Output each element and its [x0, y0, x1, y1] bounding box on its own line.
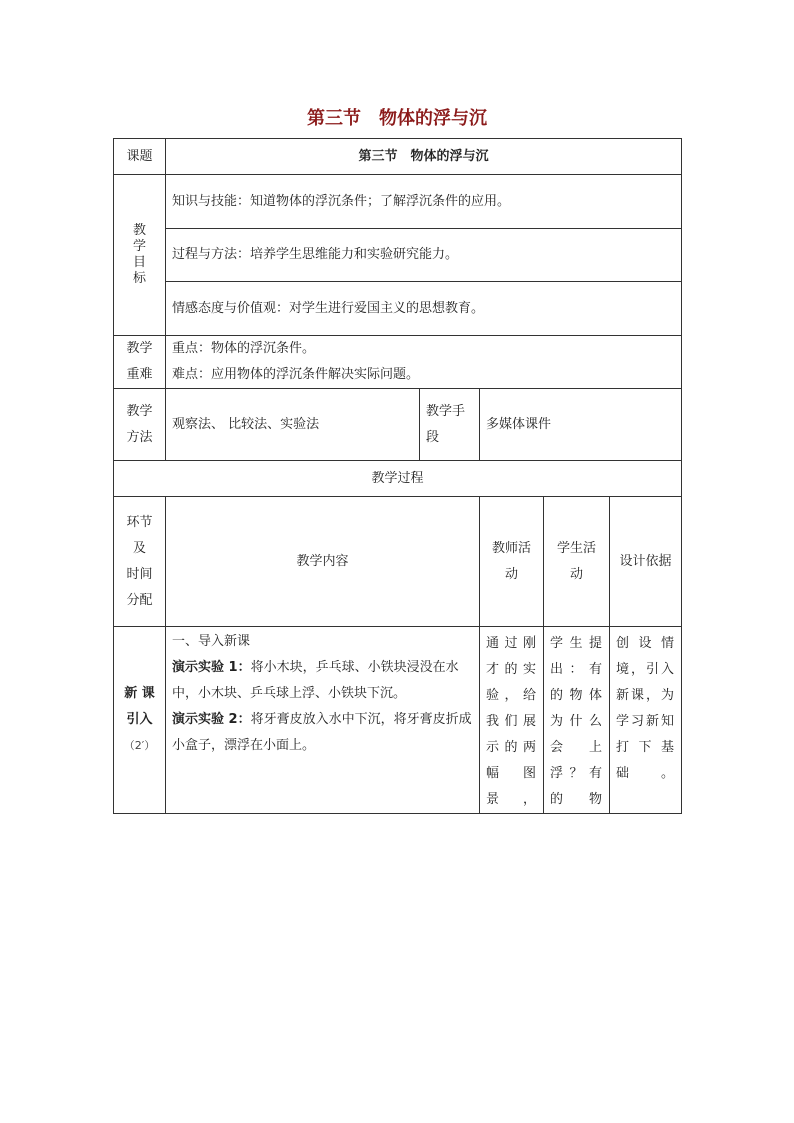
goal-process: 过程与方法：培养学生思维能力和实验研究能力。: [166, 229, 682, 282]
difficulty-point: 难点：应用物体的浮沉条件解决实际问题。: [172, 367, 420, 382]
demo-2-label: 演示实验 2：: [172, 712, 251, 727]
topic-label: 课题: [114, 139, 166, 175]
method-label-line-1: 教学: [126, 403, 153, 419]
intro-design-basis: 创设情境，引入新课，为学习新知打下基础。: [610, 627, 682, 814]
goals-row-1: [114, 175, 682, 229]
means-label-line-1: 教学手: [426, 403, 466, 419]
stage-header-line-4: 分配: [126, 592, 153, 608]
intro-stage-line-1: 新 课: [124, 686, 155, 701]
means-label-line-2: 段: [426, 429, 440, 445]
intro-row: [114, 627, 682, 814]
goals-label-char-4: 标: [132, 271, 146, 286]
demo-1-text: 将小木块，乒乓球、小铁块浸没在水中，小木块、乒乓球上浮、小铁块下沉。: [172, 660, 459, 701]
goals-row-3: [114, 282, 682, 336]
method-label: [114, 389, 166, 461]
stage-column-header: [114, 497, 166, 627]
intro-stage: [114, 627, 166, 814]
teacher-column-header: [480, 497, 544, 627]
lesson-plan-table: [113, 138, 682, 814]
demo-1-label: 演示实验 1：: [172, 660, 251, 675]
key-point: 重点：物体的浮沉条件。: [172, 341, 316, 356]
method-value: 观察法、 比较法、实验法: [166, 389, 420, 461]
page-title: 第三节 物体的浮与沉: [307, 108, 487, 129]
focus-label-line-1: 教学: [126, 341, 153, 356]
intro-stage-line-2: 引入: [126, 712, 153, 727]
demo-2: [172, 707, 473, 759]
topic-value: 第三节 物体的浮与沉: [166, 139, 682, 175]
stage-header-line-1: 环节: [126, 514, 153, 530]
intro-stage-time: （2′）: [123, 739, 156, 752]
focus-label: [114, 336, 166, 389]
goals-label: [114, 175, 166, 336]
columns-header-row: [114, 497, 682, 627]
demo-2-text: 将牙膏皮放入水中下沉，将牙膏皮折成小盒子，漂浮在小面上。: [172, 712, 472, 753]
intro-student-activity: 学生提出：有的物体为什么会上浮？有的物: [544, 627, 610, 814]
intro-teacher-activity: 通过刚才的实验，给我们展示的两幅图景，: [480, 627, 544, 814]
intro-content: [166, 627, 480, 814]
stage-header-line-2: 及: [132, 540, 146, 556]
teacher-header-line-1: 教师活: [491, 540, 531, 556]
demo-1: [172, 655, 473, 707]
goals-label-char-3: 目: [132, 255, 146, 270]
goal-knowledge: 知识与技能：知道物体的浮沉条件；了解浮沉条件的应用。: [166, 175, 682, 229]
teacher-header-line-2: 动: [504, 566, 518, 582]
goals-label-char-1: 教: [132, 223, 146, 238]
means-label: [420, 389, 480, 461]
basis-column-header: 设计依据: [610, 497, 682, 627]
method-label-line-2: 方法: [126, 429, 153, 445]
focus-label-line-2: 重难: [126, 367, 153, 382]
student-header-line-2: 动: [569, 566, 583, 582]
focus-content: [166, 336, 682, 389]
topic-row: [114, 139, 682, 175]
stage-header-line-3: 时间: [126, 566, 153, 582]
means-value: 多媒体课件: [480, 389, 682, 461]
goals-row-2: [114, 229, 682, 282]
focus-row: [114, 336, 682, 389]
process-header: 教学过程: [114, 461, 682, 497]
content-column-header: 教学内容: [166, 497, 480, 627]
goal-attitude: 情感态度与价值观：对学生进行爱国主义的思想教育。: [166, 282, 682, 336]
process-header-row: [114, 461, 682, 497]
student-column-header: [544, 497, 610, 627]
student-header-line-1: 学生活: [556, 540, 596, 556]
method-row: [114, 389, 682, 461]
goals-label-char-2: 学: [132, 239, 146, 254]
intro-heading: 一、导入新课: [172, 634, 251, 649]
